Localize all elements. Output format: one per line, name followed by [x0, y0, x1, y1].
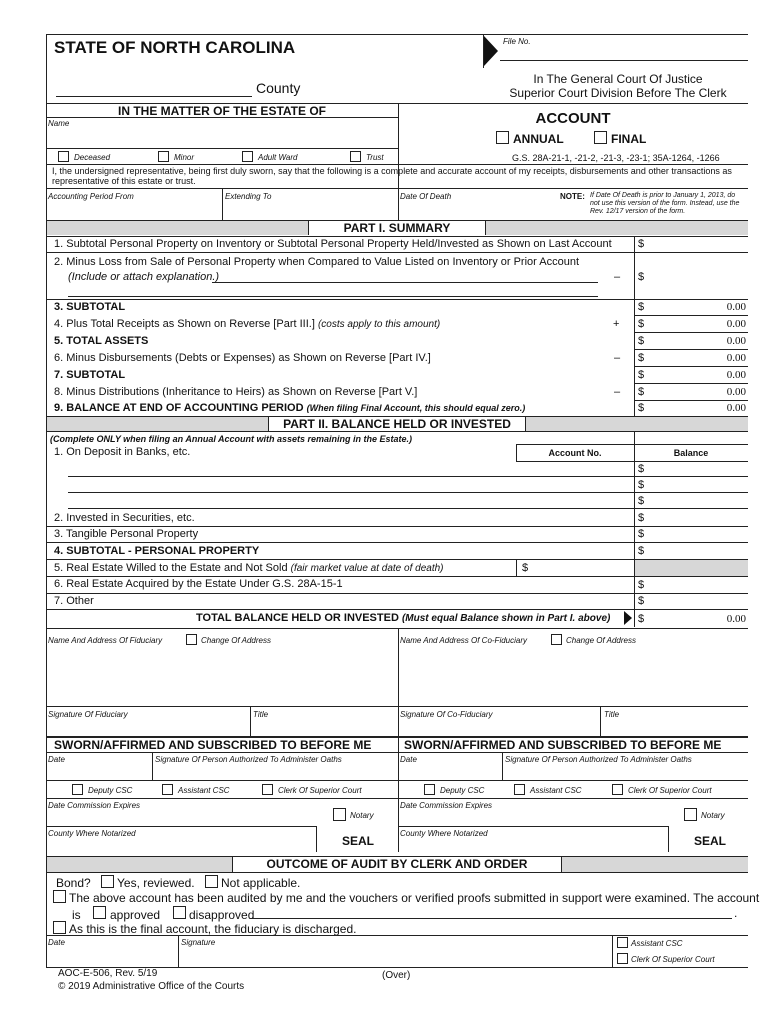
copyright: © 2019 Administrative Office of the Courts — [58, 981, 245, 992]
audited-text: The above account has been audited by me and the vouchers or verified proofs submitted in support were examined. The account — [69, 891, 760, 905]
file-no-arrow-icon — [484, 36, 498, 66]
is-label: is — [72, 908, 81, 922]
notary-label-right: Notary — [701, 811, 725, 820]
account-no-header: Account No. — [548, 448, 602, 458]
part1-dollar-9: $ — [638, 402, 645, 414]
part1-dollar-2: $ — [638, 271, 645, 283]
audit-signature-label: Signature — [181, 938, 216, 947]
assistant-csc-checkbox-left[interactable] — [162, 784, 173, 795]
court-line-1: In The General Court Of Justice — [533, 72, 703, 86]
county-notarized-label-right: County Where Notarized — [400, 829, 488, 838]
cofiduciary-title-label: Title — [604, 710, 620, 719]
final-discharge-label: As this is the final account, the fiduciary is discharged. — [69, 922, 357, 936]
audit-title: OUTCOME OF AUDIT BY CLERK AND ORDER — [266, 857, 528, 871]
file-no-label: File No. — [503, 37, 531, 46]
audit-assistant-checkbox[interactable] — [617, 937, 628, 948]
bank-dollar-3: $ — [638, 495, 645, 507]
part2-dollar-4: $ — [638, 545, 645, 557]
cofiduciary-signature-label: Signature Of Co-Fiduciary — [400, 710, 493, 719]
cofiduciary-name-label: Name And Address Of Co-Fiduciary — [400, 636, 528, 645]
approved-label: approved — [110, 908, 161, 922]
part1-line-2-sub: (Include or attach explanation.) — [68, 271, 220, 283]
part1-line-4-note: (costs apply to this amount) — [317, 319, 441, 330]
part1-dollar-3: $ — [638, 301, 645, 313]
bond-na-checkbox[interactable] — [205, 875, 218, 888]
part2-dollar-3: $ — [638, 528, 645, 540]
part2-total-note: (Must equal Balance shown in Part I. above) — [401, 613, 611, 624]
part1-line-5: 5. TOTAL ASSETS — [54, 335, 149, 347]
part2-total-dollar: $ — [638, 613, 645, 625]
audited-checkbox[interactable] — [53, 890, 66, 903]
assistant-csc-checkbox-right[interactable] — [514, 784, 525, 795]
part1-dollar-4: $ — [638, 318, 645, 330]
bank-dollar-2: $ — [638, 479, 645, 491]
period-from-label: Accounting Period From — [48, 192, 134, 201]
part1-amount-4: 0.00 — [726, 318, 746, 330]
deceased-label: Deceased — [74, 153, 111, 162]
part2-note: (Complete ONLY when filing an Annual Account with assets remaining in the Estate.) — [50, 434, 413, 444]
sworn-title-left: SWORN/AFFIRMED AND SUBSCRIBED TO BEFORE ME — [54, 738, 372, 752]
part1-dollar-1: $ — [638, 238, 645, 250]
sworn-signature-label-right: Signature Of Person Authorized To Administer Oaths — [505, 755, 692, 764]
part1-op-2: – — [614, 271, 621, 283]
final-checkbox[interactable] — [594, 131, 607, 144]
fiduciary-change-address-checkbox[interactable] — [186, 634, 197, 645]
part2-line-2: 2. Invested in Securities, etc. — [54, 512, 195, 524]
part1-line-4 — [54, 318, 440, 330]
form-number: AOC-E-506, Rev. 5/19 — [58, 968, 158, 979]
seal-left: SEAL — [342, 834, 375, 848]
part1-op-6: – — [614, 352, 621, 364]
part1-line-9-text: 9. BALANCE AT END OF ACCOUNTING PERIOD — [54, 402, 304, 414]
part1-amount-5: 0.00 — [726, 335, 746, 347]
part2-line-1: 1. On Deposit in Banks, etc. — [54, 446, 191, 458]
part1-dollar-7: $ — [638, 369, 645, 381]
annual-checkbox[interactable] — [496, 131, 509, 144]
county-notarized-label-left: County Where Notarized — [48, 829, 136, 838]
approved-checkbox[interactable] — [93, 906, 106, 919]
estate-title: IN THE MATTER OF THE ESTATE OF — [118, 104, 326, 118]
part1-line-4-text: 4. Plus Total Receipts as Shown on Reverse [Part III.] — [54, 318, 315, 330]
seal-right: SEAL — [694, 834, 727, 848]
commission-label-right: Date Commission Expires — [400, 801, 493, 810]
fiduciary-name-label: Name And Address Of Fiduciary — [48, 636, 163, 645]
part1-dollar-5: $ — [638, 335, 645, 347]
part1-line-7: 7. SUBTOTAL — [54, 369, 126, 381]
notary-checkbox-right[interactable] — [684, 808, 697, 821]
trust-label: Trust — [366, 153, 384, 162]
clerk-label-left: Clerk Of Superior Court — [278, 786, 362, 795]
part2-line-6: 6. Real Estate Acquired by the Estate Under G.S. 28A-15-1 — [54, 578, 343, 590]
sworn-date-label-right: Date — [400, 755, 417, 764]
total-arrow-icon — [624, 611, 632, 625]
adult-ward-label: Adult Ward — [258, 153, 298, 162]
clerk-label-right: Clerk Of Superior Court — [628, 786, 712, 795]
sworn-date-label-left: Date — [48, 755, 65, 764]
part2-total-amount: 0.00 — [726, 613, 746, 625]
fiduciary-change-address-label: Change Of Address — [201, 636, 271, 645]
sworn-title-right: SWORN/AFFIRMED AND SUBSCRIBED TO BEFORE ME — [404, 738, 722, 752]
final-label: FINAL — [611, 132, 647, 146]
fiduciary-signature-label: Signature Of Fiduciary — [48, 710, 128, 719]
part1-line-1: 1. Subtotal Personal Property on Inventory or Subtotal Personal Property Held/Invested as Shown on Last Account — [54, 238, 612, 250]
part2-line-3: 3. Tangible Personal Property — [54, 528, 199, 540]
part2-line-5-text: 5. Real Estate Willed to the Estate and Not Sold — [54, 562, 288, 574]
part2-dollar-2: $ — [638, 512, 645, 524]
audit-clerk-checkbox[interactable] — [617, 953, 628, 964]
trust-checkbox[interactable] — [350, 151, 361, 162]
deputy-csc-label-right: Deputy CSC — [440, 786, 485, 795]
part1-amount-6: 0.00 — [726, 352, 746, 364]
annual-label: ANNUAL — [513, 132, 564, 146]
bond-yes-checkbox[interactable] — [101, 875, 114, 888]
part1-title: PART I. SUMMARY — [343, 221, 451, 235]
assistant-csc-label-right: Assistant CSC — [530, 786, 582, 795]
cofiduciary-change-address-label: Change Of Address — [566, 636, 636, 645]
deputy-csc-label-left: Deputy CSC — [88, 786, 133, 795]
notary-label-left: Notary — [350, 811, 374, 820]
name-label: Name — [48, 119, 70, 128]
final-discharge-checkbox[interactable] — [53, 921, 66, 934]
adult-ward-checkbox[interactable] — [242, 151, 253, 162]
part2-total-row — [196, 612, 610, 624]
part1-line-6: 6. Minus Disbursements (Debts or Expenses) as Shown on Reverse [Part IV.] — [54, 352, 431, 364]
minor-checkbox[interactable] — [158, 151, 169, 162]
court-line-2: Superior Court Division Before The Clerk — [509, 86, 727, 100]
part1-amount-7: 0.00 — [726, 369, 746, 381]
part2-dollar-7: $ — [638, 595, 645, 607]
part1-line-8: 8. Minus Distributions (Inheritance to Heirs) as Shown on Reverse [Part V.] — [54, 386, 418, 398]
state-title: STATE OF NORTH CAROLINA — [54, 38, 296, 57]
part2-line-7: 7. Other — [54, 595, 94, 607]
part1-op-4: + — [613, 318, 620, 330]
sworn-signature-label-left: Signature Of Person Authorized To Administer Oaths — [155, 755, 342, 764]
bond-yes-label: Yes, reviewed. — [117, 876, 195, 890]
part1-dollar-6: $ — [638, 352, 645, 364]
part1-line-3: 3. SUBTOTAL — [54, 301, 126, 313]
part2-line-5-note: (fair market value at date of death) — [290, 563, 444, 574]
minor-label: Minor — [174, 153, 195, 162]
audit-clerk-label: Clerk Of Superior Court — [631, 955, 715, 964]
part2-title: PART II. BALANCE HELD OR INVESTED — [283, 417, 511, 431]
note-label: NOTE: — [560, 192, 585, 201]
fiduciary-title-label: Title — [253, 710, 269, 719]
deputy-csc-checkbox-left[interactable] — [72, 784, 83, 795]
extending-to-label: Extending To — [225, 192, 272, 201]
balance-header: Balance — [673, 448, 709, 458]
statement-text: I, the undersigned representative, being first duly sworn, say that the following is a complete and accurate account of my receipts, disbursements and other transactions as representative of this estate or trust. — [52, 166, 732, 186]
bond-na-label: Not applicable. — [221, 876, 301, 890]
commission-label-left: Date Commission Expires — [48, 801, 141, 810]
disapproved-checkbox[interactable] — [173, 906, 186, 919]
part1-amount-3: 0.00 — [726, 301, 746, 313]
date-of-death-label: Date Of Death — [400, 192, 452, 201]
part2-line-4: 4. SUBTOTAL - PERSONAL PROPERTY — [54, 545, 260, 557]
part2-dollar-5: $ — [522, 562, 529, 574]
gs-reference: G.S. 28A-21-1, -21-2, -21-3, -23-1; 35A-1264, -1266 — [512, 153, 720, 163]
account-title: ACCOUNT — [535, 110, 611, 127]
part1-amount-8: 0.00 — [726, 386, 746, 398]
deputy-csc-checkbox-right[interactable] — [424, 784, 435, 795]
part2-total-label: TOTAL BALANCE HELD OR INVESTED — [196, 612, 399, 624]
clerk-checkbox-right[interactable] — [612, 784, 623, 795]
account-period: . — [734, 906, 738, 920]
part1-line-9 — [54, 402, 525, 414]
part2-dollar-6: $ — [638, 579, 645, 591]
deceased-checkbox[interactable] — [58, 151, 69, 162]
bank-dollar-1: $ — [638, 463, 645, 475]
disapproved-label: disapproved — [189, 908, 255, 922]
note-text: If Date Of Death is prior to January 1, 2013, do not use this version of the form. Instead, use the Rev. 12/17 version of the form. — [590, 192, 740, 215]
part1-op-8: – — [614, 386, 621, 398]
part1-dollar-8: $ — [638, 386, 645, 398]
part1-amount-9: 0.00 — [726, 402, 746, 414]
cofiduciary-change-address-checkbox[interactable] — [551, 634, 562, 645]
audit-assistant-label: Assistant CSC — [631, 939, 683, 948]
part1-line-2: 2. Minus Loss from Sale of Personal Property when Compared to Value Listed on Inventory or Prior Account — [54, 256, 580, 268]
over-label: (Over) — [382, 970, 411, 981]
clerk-checkbox-left[interactable] — [262, 784, 273, 795]
part2-line-5 — [54, 562, 444, 574]
notary-checkbox-left[interactable] — [333, 808, 346, 821]
assistant-csc-label-left: Assistant CSC — [178, 786, 230, 795]
county-label: County — [256, 80, 301, 96]
part1-line-9-note: (When filing Final Account, this should equal zero.) — [306, 403, 526, 413]
bond-label: Bond? — [56, 876, 91, 890]
audit-date-label: Date — [48, 938, 65, 947]
